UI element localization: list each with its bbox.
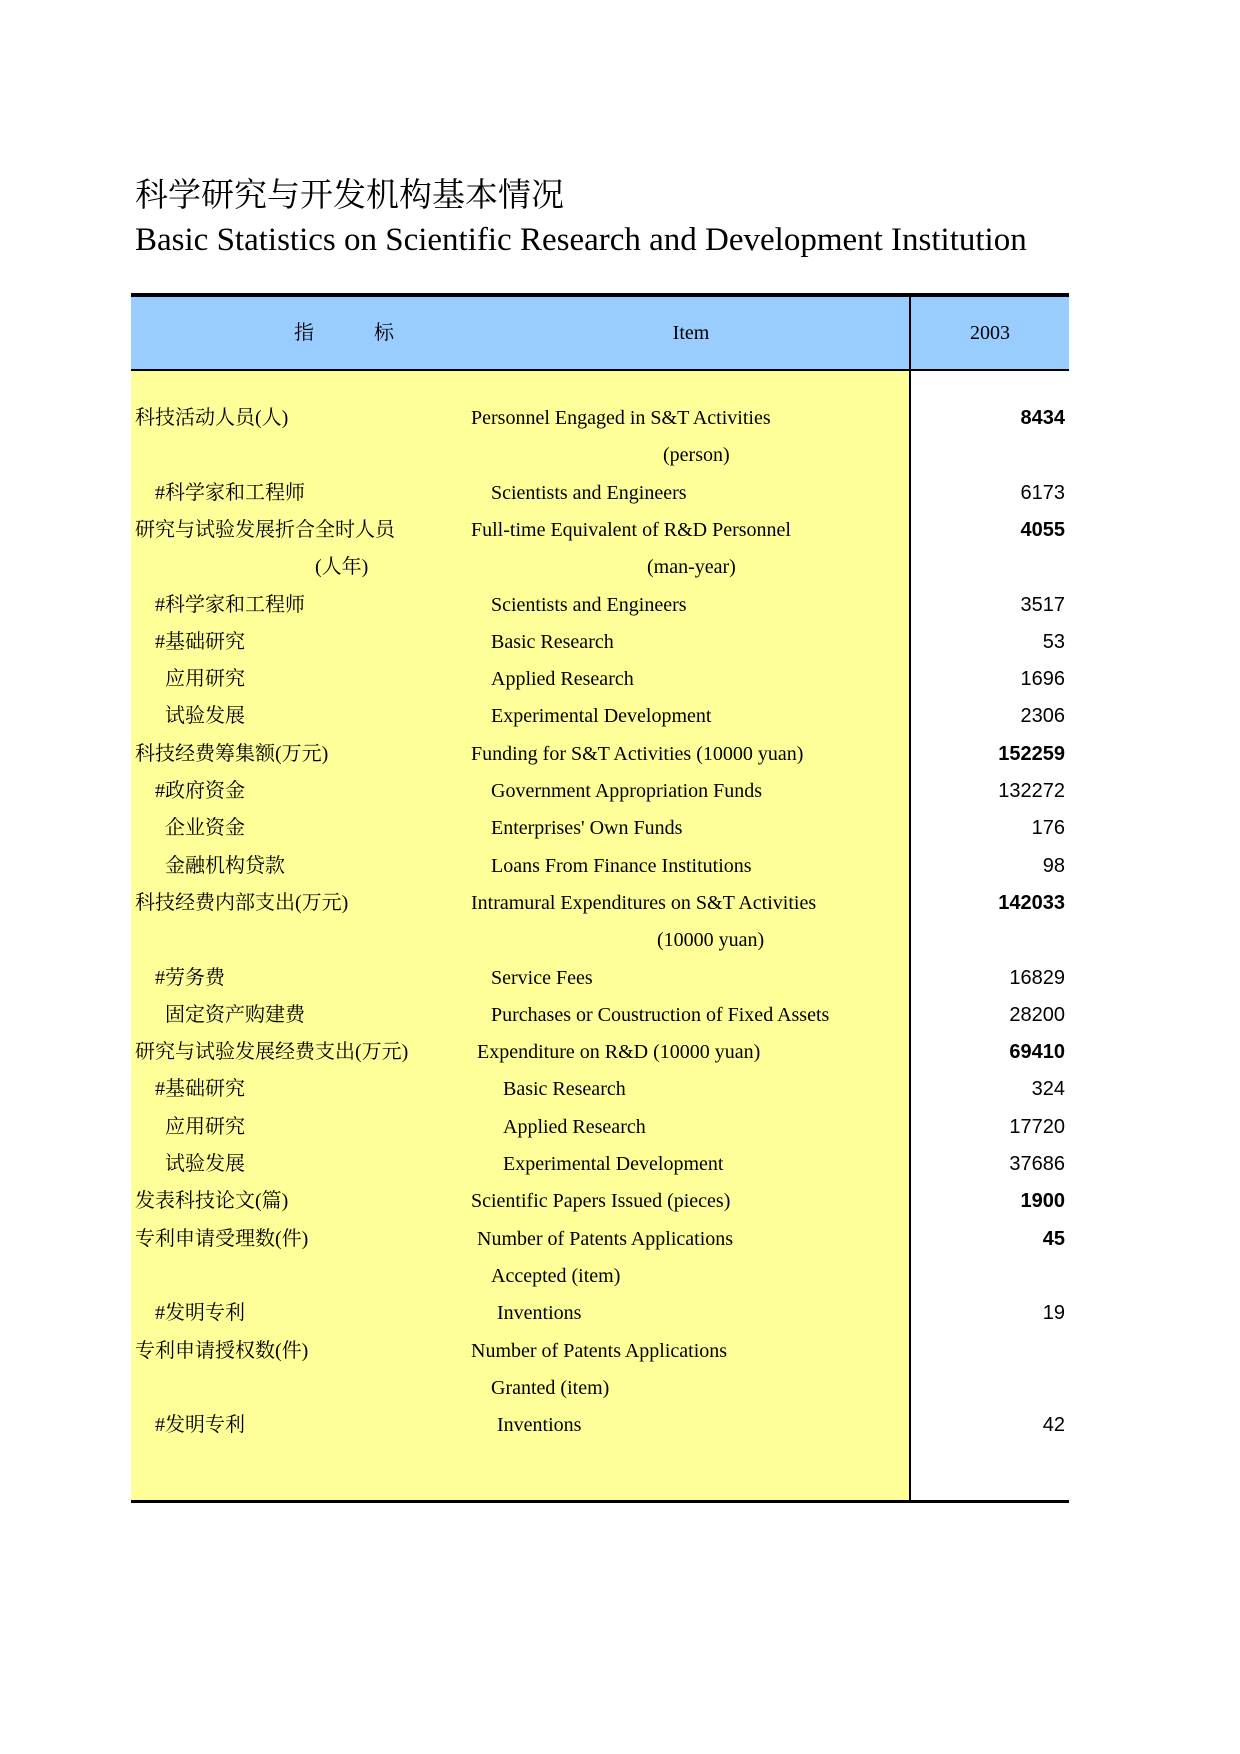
row-label-zh: 专利申请受理数(件) — [135, 1227, 309, 1250]
row-value: 42 — [1042, 1414, 1065, 1437]
page-title-en: Basic Statistics on Scientific Research and Development Institution — [135, 222, 1027, 258]
row-label-en: Personnel Engaged in S&T Activities — [471, 407, 771, 429]
row-label-zh: 试验发展 — [165, 705, 245, 728]
table-row — [131, 436, 1069, 474]
row-value: 45 — [1042, 1227, 1065, 1250]
table-row — [131, 996, 1069, 1034]
row-value: 1900 — [1020, 1190, 1065, 1213]
header-item-en: Item — [672, 322, 710, 344]
row-label-en: (man-year) — [647, 556, 736, 579]
row-label-zh: 科技经费筹集额(万元) — [135, 742, 329, 765]
table-row — [131, 1145, 1069, 1183]
row-label-en: Loans From Finance Institutions — [491, 854, 752, 877]
table-row — [131, 548, 1069, 586]
table-row — [131, 1257, 1069, 1295]
row-value: 324 — [1031, 1078, 1065, 1101]
row-label-en: Intramural Expenditures on S&T Activities — [471, 891, 817, 914]
row-label-en: Enterprises' Own Funds — [491, 817, 683, 840]
table-row — [131, 959, 1069, 997]
row-label-zh: #基础研究 — [155, 1078, 245, 1101]
row-label-en: Scientists and Engineers — [491, 593, 687, 616]
row-label-en: Number of Patents Applications — [471, 1339, 728, 1362]
table-row — [131, 1182, 1069, 1220]
table-row — [131, 586, 1069, 624]
row-label-en: Applied Research — [503, 1115, 646, 1138]
row-label-zh: #发明专利 — [155, 1414, 245, 1437]
row-label-zh: 研究与试验发展折合全时人员 — [135, 518, 395, 541]
row-value: 28200 — [1009, 1003, 1065, 1026]
table-row — [131, 847, 1069, 885]
row-label-zh: 专利申请授权数(件) — [135, 1339, 309, 1362]
table-row — [131, 1070, 1069, 1108]
row-value: 2306 — [1020, 705, 1065, 728]
row-label-en: Scientists and Engineers — [491, 481, 687, 504]
table-row — [131, 474, 1069, 512]
header-year: 2003 — [970, 322, 1010, 344]
row-value: 53 — [1042, 630, 1065, 653]
row-value: 37686 — [1009, 1153, 1065, 1175]
table-header — [131, 293, 1069, 371]
row-label-en: Inventions — [497, 1414, 582, 1437]
table-row — [131, 884, 1069, 922]
row-value: 17720 — [1009, 1115, 1065, 1138]
row-value: 3517 — [1020, 593, 1065, 616]
row-label-en: Accepted (item) — [491, 1264, 621, 1287]
row-label-zh: 金融机构贷款 — [165, 854, 285, 877]
table-bottom-rule — [131, 1500, 1069, 1503]
table-row — [131, 735, 1069, 773]
table-row — [131, 921, 1069, 959]
table-row — [131, 399, 1069, 437]
table-row — [131, 623, 1069, 661]
table-row — [131, 1332, 1069, 1370]
row-label-zh: 发表科技论文(篇) — [135, 1190, 289, 1213]
row-value: 1696 — [1020, 668, 1065, 691]
row-label-en: Experimental Development — [491, 705, 712, 728]
row-label-en: Expenditure on R&D (10000 yuan) — [477, 1041, 761, 1064]
row-label-en: Full-time Equivalent of R&D Personnel — [471, 518, 791, 541]
row-label-zh: 应用研究 — [165, 1115, 245, 1138]
row-value: 69410 — [1009, 1041, 1065, 1064]
row-label-en: Number of Patents Applications — [477, 1227, 734, 1250]
table-row — [131, 1108, 1069, 1146]
row-label-zh: #劳务费 — [155, 966, 225, 989]
row-label-zh: 试验发展 — [165, 1153, 245, 1175]
row-value: 6173 — [1020, 481, 1065, 504]
row-label-en: Funding for S&T Activities (10000 yuan) — [471, 742, 804, 765]
row-label-zh: #科学家和工程师 — [155, 481, 305, 504]
table-row — [131, 809, 1069, 847]
row-value: 152259 — [998, 742, 1065, 765]
table-row — [131, 660, 1069, 698]
table-row — [131, 697, 1069, 735]
row-label-en: Service Fees — [491, 966, 593, 989]
row-value: 4055 — [1020, 518, 1065, 541]
row-label-zh: (人年) — [315, 556, 369, 579]
row-value: 19 — [1042, 1302, 1065, 1325]
row-label-zh: 研究与试验发展经费支出(万元) — [135, 1041, 409, 1064]
row-label-en: Granted (item) — [491, 1376, 610, 1399]
row-label-en: Purchases or Coustruction of Fixed Assets — [491, 1003, 830, 1026]
table-row — [131, 772, 1069, 810]
row-label-en: Applied Research — [491, 668, 634, 691]
row-label-en: Government Appropriation Funds — [491, 780, 763, 802]
row-label-zh: #科学家和工程师 — [155, 593, 305, 616]
table-row — [131, 1294, 1069, 1332]
row-label-zh: #基础研究 — [155, 630, 245, 653]
table-row — [131, 1220, 1069, 1258]
row-value: 16829 — [1009, 966, 1065, 989]
row-label-en: Inventions — [497, 1302, 582, 1325]
row-label-en: Experimental Development — [503, 1153, 724, 1175]
row-label-en: Basic Research — [491, 630, 614, 653]
statistics-table — [131, 293, 1069, 1501]
row-label-zh: 应用研究 — [165, 668, 245, 691]
row-label-zh: #政府资金 — [155, 780, 245, 802]
row-label-zh: #发明专利 — [155, 1302, 245, 1325]
row-label-en: (person) — [663, 444, 730, 467]
table-row — [131, 1406, 1069, 1444]
row-value: 132272 — [998, 780, 1065, 802]
row-label-zh: 科技活动人员(人) — [135, 407, 289, 429]
row-value: 98 — [1042, 854, 1065, 877]
row-value: 142033 — [998, 891, 1065, 914]
table-row — [131, 511, 1069, 549]
row-label-zh: 企业资金 — [165, 817, 245, 840]
row-label-zh: 科技经费内部支出(万元) — [135, 891, 349, 914]
row-label-en: Basic Research — [503, 1078, 626, 1101]
page-title-zh: 科学研究与开发机构基本情况 — [135, 178, 564, 214]
table-row — [131, 1033, 1069, 1071]
row-value: 176 — [1031, 817, 1065, 840]
row-value: 8434 — [1020, 407, 1065, 429]
row-label-en: (10000 yuan) — [657, 929, 765, 952]
row-label-zh: 固定资产购建费 — [165, 1003, 305, 1026]
row-label-en: Scientific Papers Issued (pieces) — [471, 1190, 731, 1213]
header-item-zh: 指 标 — [294, 322, 394, 344]
table-row — [131, 1369, 1069, 1407]
